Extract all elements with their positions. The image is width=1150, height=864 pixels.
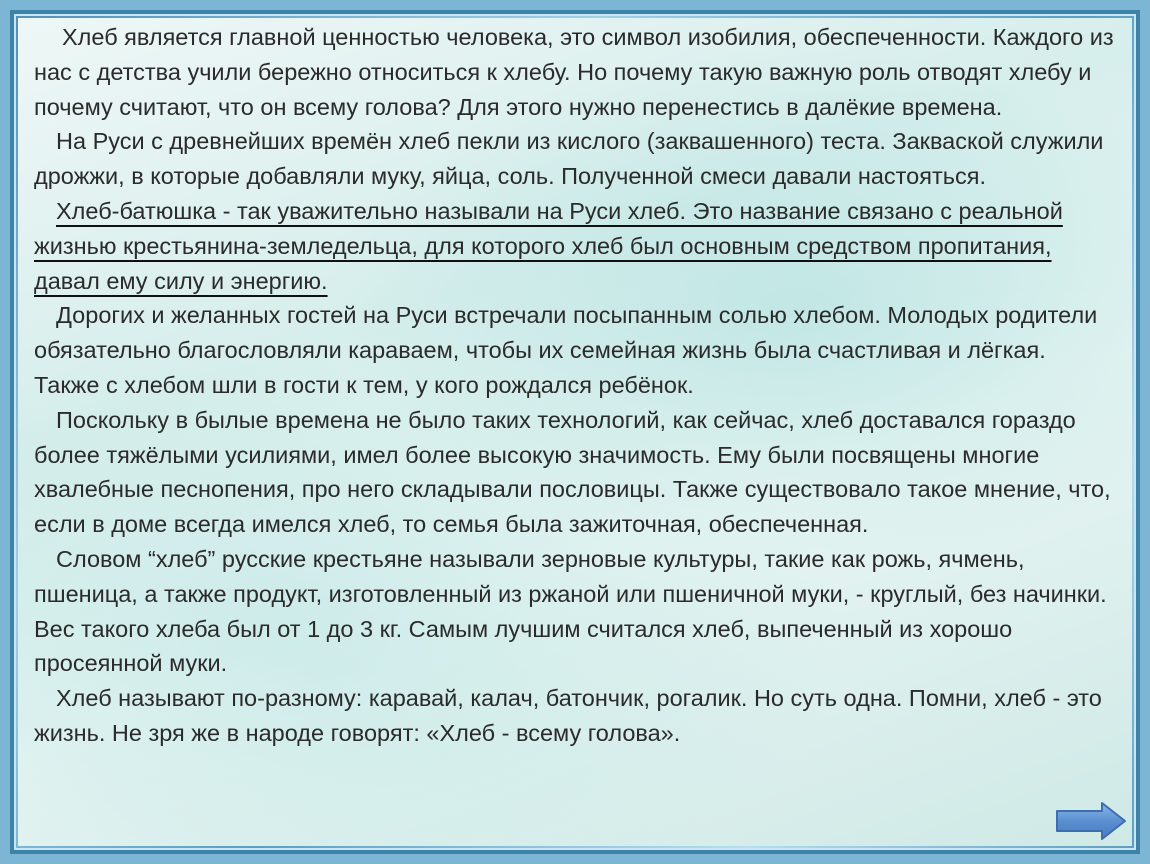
paragraph-guests: Дорогих и желанных гостей на Руси встречали посыпанным солью хлебом. Молодых родители обязательно благословляли караваем, чтобы их семейная жизнь была счастливая и лёгкая. Также с хлебом шли в гости к тем, у кого рождался ребёнок. (34, 302, 1098, 398)
slide-text (34, 20, 1114, 751)
right-arrow-icon (1054, 800, 1128, 842)
paragraph-khleb-batyushka (34, 194, 1114, 298)
paragraph-intro: Хлеб является главной ценностью человека, это символ изобилия, обеспеченности. Каждого из нас с детства учили бережно относиться к хлебу. Но почему такую важную роль отводят хлебу и почему считают, что он всему голова? Для этого нужно перенестись в далёкие времена. (34, 24, 1114, 120)
paragraph-sourdough: На Руси с древнейших времён хлеб пекли из кислого (заквашенного) теста. Закваской служили дрожжи, в которые добавляли муку, яйца, соль. Полученной смеси давали настояться. (34, 128, 1104, 190)
next-slide-button[interactable] (1054, 800, 1128, 842)
paragraph-grain: Словом “хлеб” русские крестьяне называли зерновые культуры, такие как рожь, ячмень, пшеница, а также продукт, изготовленный из ржаной или пшеничной муки, - круглый, без начинки. Вес такого хлеба был от 1 до 3 кг. Самым лучшим считался хлеб, выпеченный из хорошо просеянной муки. (34, 545, 1107, 677)
slide (18, 18, 1132, 846)
paragraph-conclusion: Хлеб называют по-разному: каравай, калач, батончик, рогалик. Но суть одна. Помни, хлеб - это жизнь. Не зря же в народе говорят: «Хлеб - всему голова». (34, 685, 1102, 746)
paragraph-value: Поскольку в былые времена не было таких технологий, как сейчас, хлеб доставался гораздо более тяжёлыми усилиями, имел более высокую значимость. Ему были посвящены многие хвалебные песнопения, про него складывали пословицы. Также существовало такое мнение, что, если в доме всегда имелся хлеб, то семья была зажиточная, обеспеченная. (34, 406, 1111, 538)
underlined-text: Хлеб-батюшка - так уважительно называли на Руси хлеб. Это название связано с реальной жизнью крестьянина-земледельца, для которого хлеб был основным средством пропитания, давал ему силу и энергию. (34, 197, 1063, 294)
